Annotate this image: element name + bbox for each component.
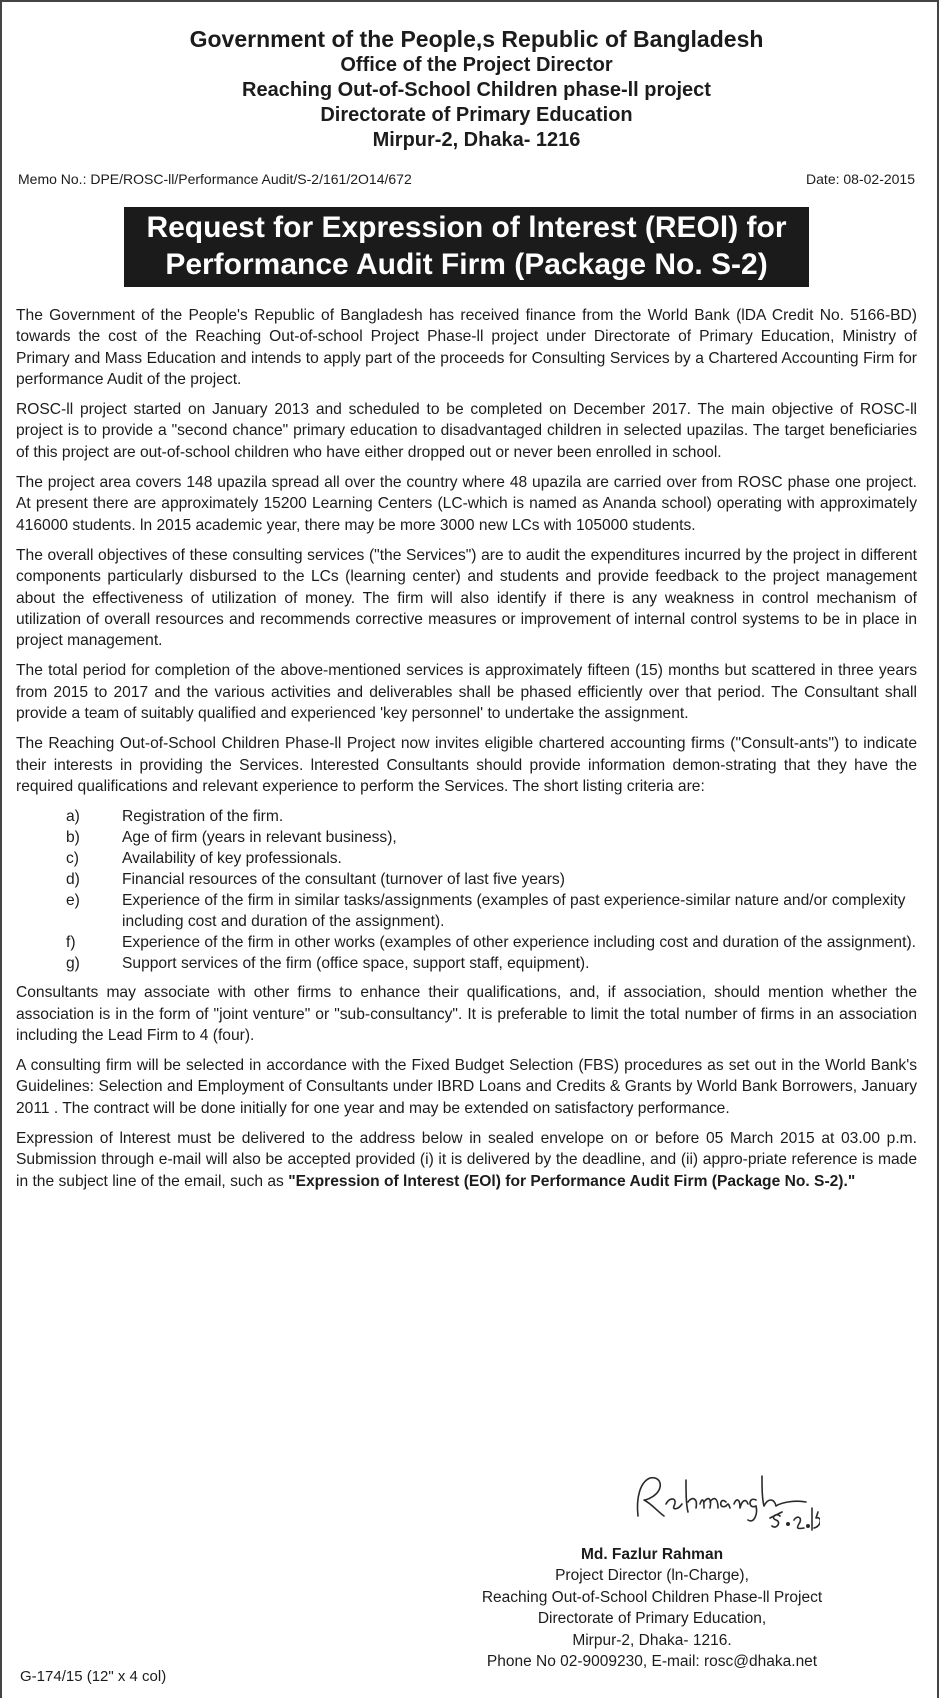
submission-subject-line: "Expression of lnterest (EOl) for Performance Audit Firm (Package No. S-2)." (288, 1172, 856, 1190)
memo-number: Memo No.: DPE/ROSC-ll/Performance Audit/S-2/161/2O14/672 (18, 171, 412, 187)
list-item (16, 869, 917, 890)
signatory-contact: Phone No 02-9009230, E-mail: rosc@dhaka.net (486, 1653, 818, 1671)
criteria-text: Financial resources of the consultant (turnover of last five years) (122, 871, 565, 889)
criteria-letter: c) (66, 850, 79, 868)
signatory-designation: Project Director (ln-Charge), (555, 1567, 749, 1585)
criteria-text: Registration of the firm. (122, 808, 284, 826)
title-wrap (16, 207, 917, 287)
submission-text: Expression of lnterest must be delivered to the address below in sealed envelope on or before 05 March 2015 at 03.00 p.m. Submission through e-mail will also be accepted provided (i) it is delivered by the deadline, and (ii) appro-priate reference is made in the subject line of the email, such as (16, 1130, 917, 1190)
criteria-text: Availability of key professionals. (122, 850, 342, 868)
paragraph-period: The total period for completion of the above-mentioned services is approximately fifteen (15) months but scattered in three years from 2015 to 2017 and the various activities and deliverables shall be phased efficiently over that period. The Consultant shall provide a team of suitably qualified and experienced 'key personnel' to undertake the assignment. (16, 662, 917, 723)
paragraph-service-objectives: The overall objectives of these consulting services ("the Services") are to audit the expenditures incurred by the project in different components particularly disbursed to the LCs (learning center) and students and provide feedback to the project management about the effectiveness of utilization of money. The firm will also identify if there is any weakness in control mechanism of utilization of overall resources and recommends corrective measures or improvement of internal control systems to be in place in project management. (16, 546, 917, 650)
project-name: Reaching Out-of-School Children phase-ll project (242, 79, 711, 101)
memo-row (16, 171, 917, 187)
criteria-letter: d) (66, 871, 80, 889)
criteria-text: Experience of the firm in other works (examples of other experience including cost and duration of the assignment). (122, 934, 916, 952)
list-item (16, 890, 917, 932)
office-address: Mirpur-2, Dhaka- 1216 (372, 129, 581, 151)
criteria-letter: b) (66, 829, 80, 847)
signatory-directorate: Directorate of Primary Education, (537, 1610, 767, 1628)
office-name: Office of the Project Director (340, 54, 613, 76)
shortlisting-criteria-list (16, 806, 917, 974)
paragraph-submission (16, 1128, 917, 1192)
paragraph-project-objective: ROSC-ll project started on January 2013 and scheduled to be completed on December 2017. The main objective of ROSC-ll project is to provide a "second chance" primary education to disadvantaged children in selected upazilas. The target beneficiaries of this project are out-of-school children who have either dropped out or never been enrolled in school. (16, 401, 917, 461)
handwritten-signature (630, 1468, 820, 1538)
memo-date: Date: 08-02-2015 (806, 171, 915, 187)
government-name: Government of the People,s Republic of Bangladesh (189, 26, 764, 52)
list-item (16, 848, 917, 869)
paragraph-project-area: The project area covers 148 upazila spread all over the country where 48 upazila are carried over from ROSC phase one project. At present there are approximately 15200 Learning Centers (LC-which is named as Ananda school) operating with approximately 416000 students. ln 2015 academic year, there may be more 3000 new LCs with 105000 students. (16, 474, 917, 534)
list-item (16, 806, 917, 827)
ad-code: G-174/15 (12" x 4 col) (20, 1668, 167, 1685)
paragraph-invitation: The Reaching Out-of-School Children Phase-ll Project now invites eligible chartered accounting firms ("Consult-ants") to indicate their interests in providing the Services. lnterested Consultants should provide information demon-strating that they have the required qualifications and relevant experience to perform the Services. The short listing criteria are: (16, 735, 917, 795)
notice-title (124, 207, 808, 287)
list-item (16, 827, 917, 848)
criteria-text: Support services of the firm (office space, support staff, equipment). (122, 955, 590, 973)
criteria-text: Age of firm (years in relevant business), (122, 829, 397, 847)
signatory-block (402, 1544, 902, 1672)
list-item (16, 953, 917, 974)
criteria-letter: e) (66, 892, 80, 910)
letterhead (36, 26, 917, 153)
criteria-letter: f) (66, 934, 76, 952)
paragraph-association: Consultants may associate with other firms to enhance their qualifications, and, if association, should mention whether the association is in the form of "joint venture" or "sub-consultancy". It is preferable to limit the total number of firms in an association including the Lead Firm to 4 (four). (16, 984, 917, 1044)
signatory-address: Mirpur-2, Dhaka- 1216. (572, 1631, 732, 1649)
list-item (16, 932, 917, 953)
notice-body (16, 305, 917, 1192)
directorate-name: Directorate of Primary Education (320, 104, 633, 126)
signatory-project: Reaching Out-of-School Children Phase-ll Project (481, 1588, 823, 1606)
notice-title-line-1: Request for Expression of lnterest (REOl) for (146, 211, 787, 244)
paragraph-finance: The Government of the People's Republic of Bangladesh has received finance from the World Bank (lDA Credit No. 5166-BD) towards the cost of the Reaching Out-of-school Project Phase-ll project under Directorate of Primary Education, Ministry of Primary and Mass Education and intends to apply part of the proceeds for Consulting Services by a Chartered Accounting Firm for performance Audit of the project. (16, 307, 917, 388)
signatory-name: Md. Fazlur Rahman (580, 1546, 724, 1563)
criteria-text: Experience of the firm in similar tasks/assignments (examples of past experience-similar nature and/or complexity including cost and duration of the assignment). (122, 892, 906, 931)
criteria-letter: a) (66, 808, 80, 826)
criteria-letter: g) (66, 955, 80, 973)
notice-title-line-2: Performance Audit Firm (Package No. S-2) (165, 248, 768, 281)
paragraph-selection-method: A consulting firm will be selected in accordance with the Fixed Budget Selection (FBS) procedures as set out in the World Bank's Guidelines: Selection and Employment of Consultants under IBRD Loans and Credits & Grants by World Bank Borrowers, January 2011 . The contract will be done initially for one year and may be extended on satisfactory performance. (16, 1057, 917, 1117)
